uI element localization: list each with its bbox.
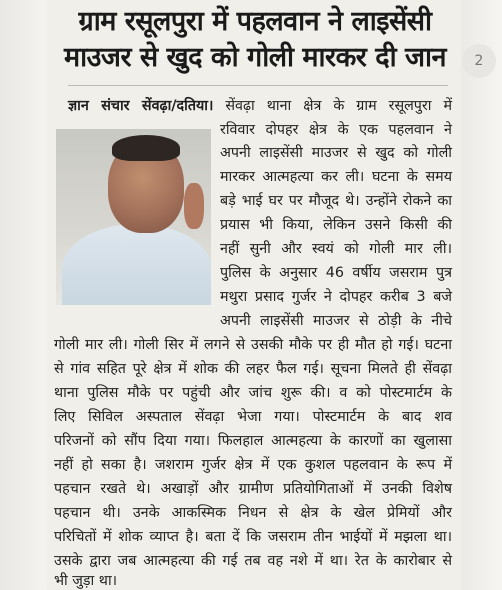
article-line: अपनी लाइसेंसी माउजर से खुद को गोली xyxy=(220,145,452,161)
newspaper-clipping xyxy=(46,0,461,590)
article-line: अपनी लाइसेंसी माउजर से ठोड़ी के नीचे xyxy=(220,313,452,329)
photo-hand xyxy=(184,183,204,229)
article-line: उसके द्वारा जब आत्महत्या की गई तब वह नशे में था। रेत के कारोबार से xyxy=(54,553,452,569)
headline-line-2: माउजर से खुद को गोली मारकर दी जान xyxy=(63,42,446,73)
article-line: से गांव सहित पूरे क्षेत्र में शोक की लहर फैल गई। सूचना मिलते ही सेंवढ़ा xyxy=(54,361,452,377)
article-line: मथुरा प्रसाद गुर्जर ने दोपहर करीब 3 बजे xyxy=(220,289,452,305)
article-line: बड़े भाई घर पर मौजूद थे। उन्होंने रोकने का xyxy=(220,193,452,209)
photo-shirt xyxy=(62,224,211,305)
headline xyxy=(54,4,456,76)
headline-divider xyxy=(68,85,448,86)
portrait-photo xyxy=(56,129,211,305)
left-margin xyxy=(0,0,46,590)
article-line: पहचान थी। उनके आकस्मिक निधन से क्षेत्र के खेल प्रेमियों और xyxy=(54,505,452,521)
article-line: पुलिस के अनुसार 46 वर्षीय जसराम पुत्र xyxy=(220,265,452,281)
article-line: रविवार दोपहर क्षेत्र के एक पहलवान ने xyxy=(220,122,452,138)
article-line: मारकर आत्महत्या कर ली। घटना के समय xyxy=(220,169,452,185)
article-line-text: सेंवढ़ा थाना क्षेत्र के ग्राम रसूलपुरा में xyxy=(225,98,453,114)
page-number-badge: 2 xyxy=(462,44,496,78)
article-line: पहचान रखते थे। अखाड़ों और ग्रामीण प्रतियोगिताओं में उनकी विशेष xyxy=(54,481,452,497)
article-line: नहीं सुनी और स्वयं को गोली मार ली। xyxy=(220,241,452,257)
article-line: परिजनों को सौंप दिया गया। फिलहाल आत्महत्या के कारणों का खुलासा xyxy=(54,433,452,449)
article-line xyxy=(68,96,452,116)
article-line: प्रयास भी किया, लेकिन उसने किसी की xyxy=(220,217,452,233)
right-margin xyxy=(461,0,502,590)
article-line: नहीं हो सका है। जशराम गुर्जर क्षेत्र में एक कुशल पहलवान के रूप में xyxy=(54,457,452,473)
article-line: थाना पुलिस मौके पर पहुंची और जांच शुरू की। व को पोस्टमार्टम के xyxy=(54,385,452,401)
photo-hair xyxy=(112,135,180,161)
article-line: परिचितों में शोक व्याप्त है। बता दें कि जसराम तीन भाईयों में मझला था। xyxy=(54,529,452,545)
article-line: गोली मार ली। गोली सिर में लगने से उसकी मौके पर ही मौत हो गई। घटना xyxy=(54,337,452,353)
article-line: भी जुड़ा था। xyxy=(54,573,118,589)
headline-line-1: ग्राम रसूलपुरा में पहलवान ने लाइसेंसी xyxy=(78,6,432,37)
article-line: लिए सिविल अस्पताल सेंवढ़ा भेजा गया। पोस्टमार्टम के बाद शव xyxy=(54,409,452,425)
byline: ज्ञान संचार सेंवढ़ा/दतिया। xyxy=(68,98,214,114)
